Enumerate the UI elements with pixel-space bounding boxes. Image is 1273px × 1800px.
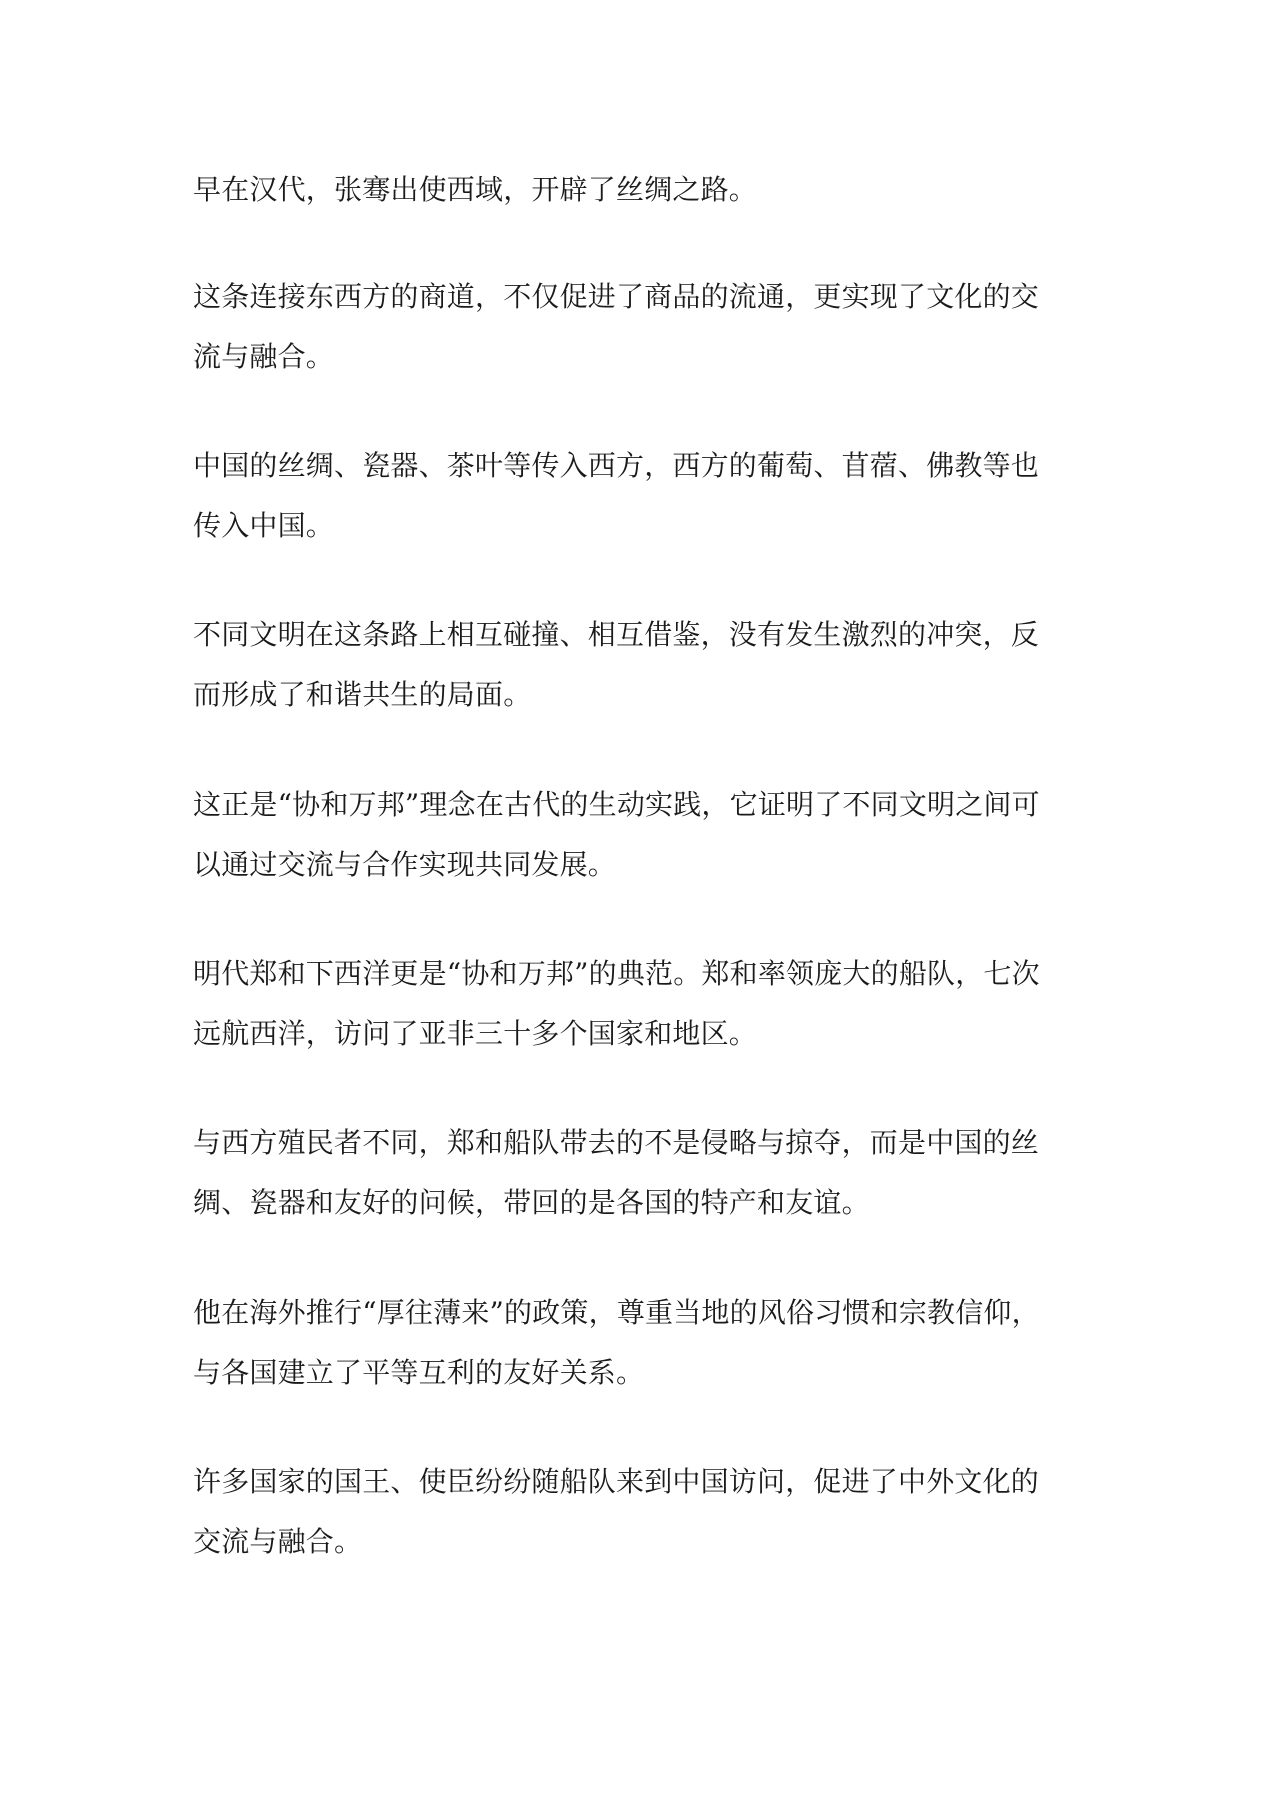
paragraph-8 [193,1283,1093,1403]
paragraph-line: 与各国建立了平等互利的友好关系。 [193,1356,645,1389]
paragraph-line: 与西方殖民者不同，郑和船队带去的不是侵略与掠夺，而是中国的丝 [193,1126,1040,1159]
paragraph-7 [193,1113,1093,1233]
paragraph-line: 早在汉代，张骞出使西域，开辟了丝绸之路。 [193,173,758,206]
paragraph-line: 绸、瓷器和友好的问候，带回的是各国的特产和友谊。 [193,1186,870,1219]
paragraph-line: 中国的丝绸、瓷器、茶叶等传入西方，西方的葡萄、苜蓿、佛教等也 [193,449,1040,482]
paragraph-line: 远航西洋，访问了亚非三十多个国家和地区。 [193,1017,758,1050]
paragraph-9 [193,1452,1093,1572]
paragraph-4 [193,605,1093,725]
paragraph-2 [193,267,1093,387]
paragraph-line: 而形成了和谐共生的局面。 [193,678,532,711]
paragraph-5 [193,775,1093,895]
paragraph-line: 明代郑和下西洋更是“协和万邦”的典范。郑和率领庞大的船队，七次 [193,957,1040,990]
paragraph-line: 传入中国。 [193,509,335,542]
paragraph-line: 流与融合。 [193,340,335,373]
paragraph-line: 不同文明在这条路上相互碰撞、相互借鉴，没有发生激烈的冲突，反 [193,618,1040,651]
paragraph-line: 交流与融合。 [193,1525,363,1558]
paragraph-line: 这条连接东西方的商道，不仅促进了商品的流通，更实现了文化的交 [193,280,1040,313]
paragraph-3 [193,436,1093,556]
paragraph-6 [193,944,1093,1064]
paragraph-line: 这正是“协和万邦”理念在古代的生动实践，它证明了不同文明之间可 [193,788,1040,821]
paragraph-line: 以通过交流与合作实现共同发展。 [193,848,617,881]
paragraph-line: 他在海外推行“厚往薄来”的政策，尊重当地的风俗习惯和宗教信仰， [193,1296,1040,1329]
paragraph-line: 许多国家的国王、使臣纷纷随船队来到中国访问，促进了中外文化的 [193,1465,1040,1498]
paragraph-1 [193,160,1093,220]
